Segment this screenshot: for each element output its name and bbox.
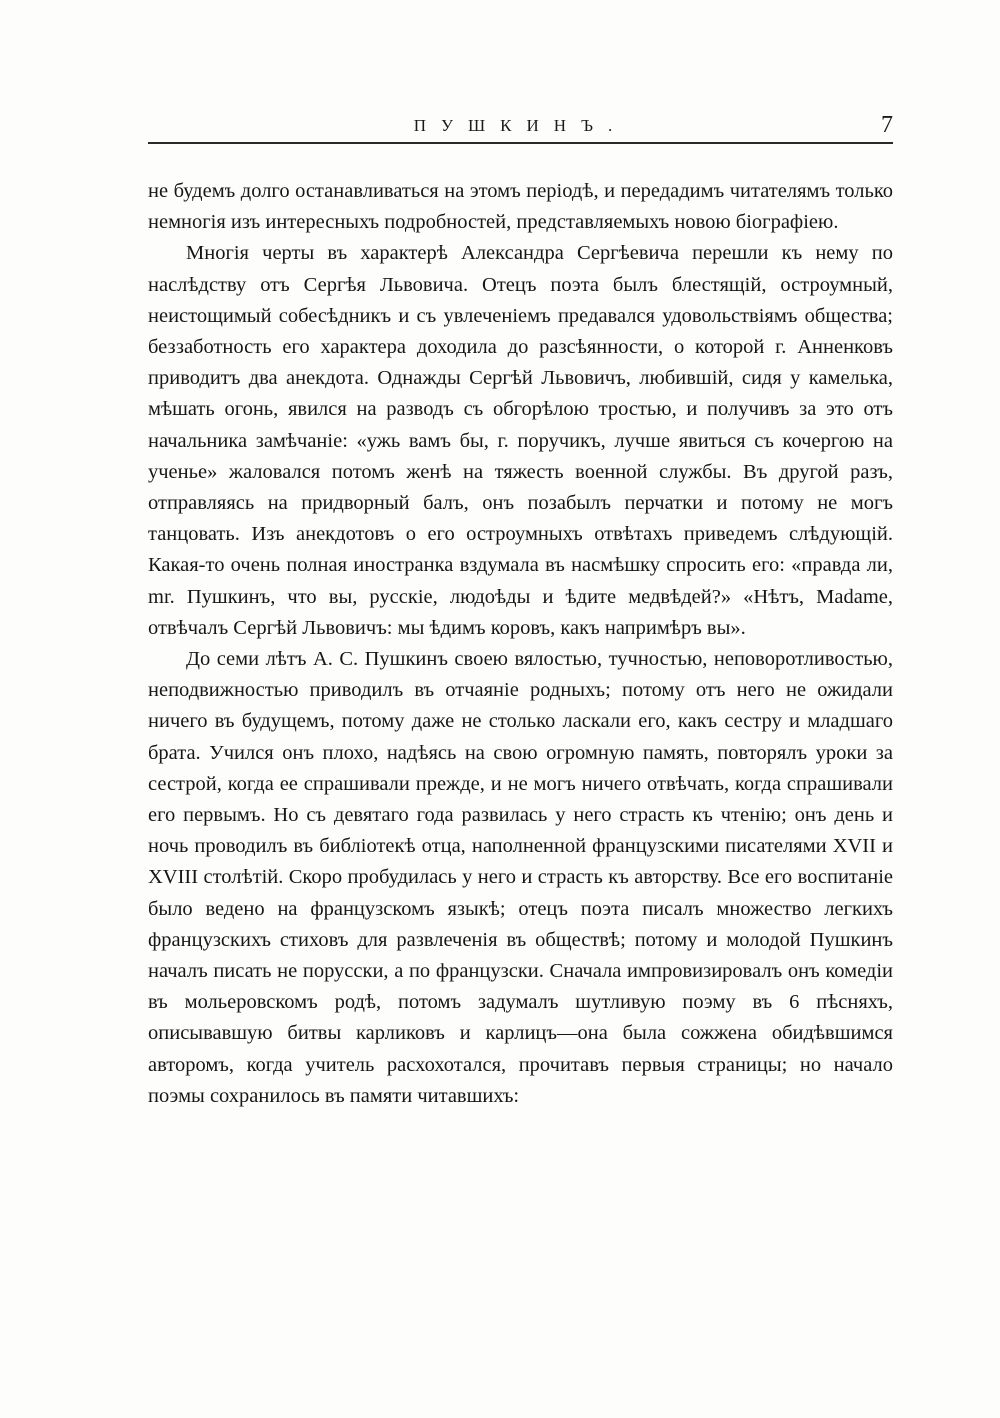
header-rule <box>148 142 893 144</box>
body-text <box>148 176 893 1112</box>
page-header <box>148 112 893 152</box>
paragraph-continuation: не будемъ долго останавливаться на этомъ періодѣ, и передадимъ читателямъ только немногія изъ интересныхъ подробностей, представляемыхъ новою біографіею. <box>148 180 893 234</box>
paragraph: До семи лѣтъ А. С. Пушкинъ своею вялостью, тучностью, неповоротливостью, неподвижностью приводилъ въ отчаяніе родныхъ; потому отъ него не ожидали ничего въ будущемъ, потому даже не столько ласкали его, какъ сестру и младшаго брата. Учился онъ плохо, надѣясь на свою огромную память, повторялъ уроки за сестрой, когда ее спрашивали прежде, и не могъ ничего отвѣчать, когда спрашивали его первымъ. Но съ девятаго года развилась у него страсть къ чтенію; онъ день и ночь проводилъ въ библіотекѣ отца, наполненной французскими писателями XVII и XVIII столѣтій. Скоро пробудилась у него и страсть къ авторству. Все его воспитаніе было ведено на французскомъ языкѣ; отецъ поэта писалъ множество легкихъ французскихъ стиховъ для развлеченія въ обществѣ; потому и молодой Пушкинъ началъ писать не порусски, а по французски. Сначала импровизировалъ онъ комедіи въ мольеровскомъ родѣ, потомъ задумалъ шутливую поэму въ 6 пѣсняхъ, описывавшую битвы карликовъ и карлицъ—она была сожжена обидѣвшимся авторомъ, когда учитель расхохотался, прочитавъ первыя страницы; но начало поэмы сохранилось въ памяти читавшихъ: <box>148 648 893 1107</box>
running-title: ПУШКИНЪ. <box>413 116 628 135</box>
paragraph: Многія черты въ характерѣ Александра Сергѣевича перешли къ нему по наслѣдству отъ Сергѣя Львовича. Отецъ поэта былъ блестящій, остроумный, неистощимый собесѣдникъ и съ увлеченіемъ предавался удовольствіямъ общества; беззаботность его характера доходила до разсѣянности, о которой г. Анненковъ приводитъ два анекдота. Однажды Сергѣй Львовичъ, любившій, сидя у камелька, мѣшать огонь, явился на разводъ съ обгорѣлою тростью, и получивъ за это отъ начальника замѣчаніе: «ужь вамъ бы, г. поручикъ, лучше явиться съ кочергою на ученье» жаловался потомъ женѣ на тяжесть военной службы. Въ другой разъ, отправляясь на придворный балъ, онъ позабылъ перчатки и потому не могъ танцовать. Изъ анекдотовъ о его остроумныхъ отвѣтахъ приведемъ слѣдующій. Какая-то очень полная иностранка вздумала въ насмѣшку спросить его: «правда ли, mr. Пушкинъ, что вы, русскіе, людоѣды и ѣдите медвѣдей?» «Нѣтъ, Madame, отвѣчалъ Сергѣй Львовичъ: мы ѣдимъ коровъ, какъ напримѣръ вы». <box>148 242 893 639</box>
page-number: 7 <box>881 112 893 138</box>
